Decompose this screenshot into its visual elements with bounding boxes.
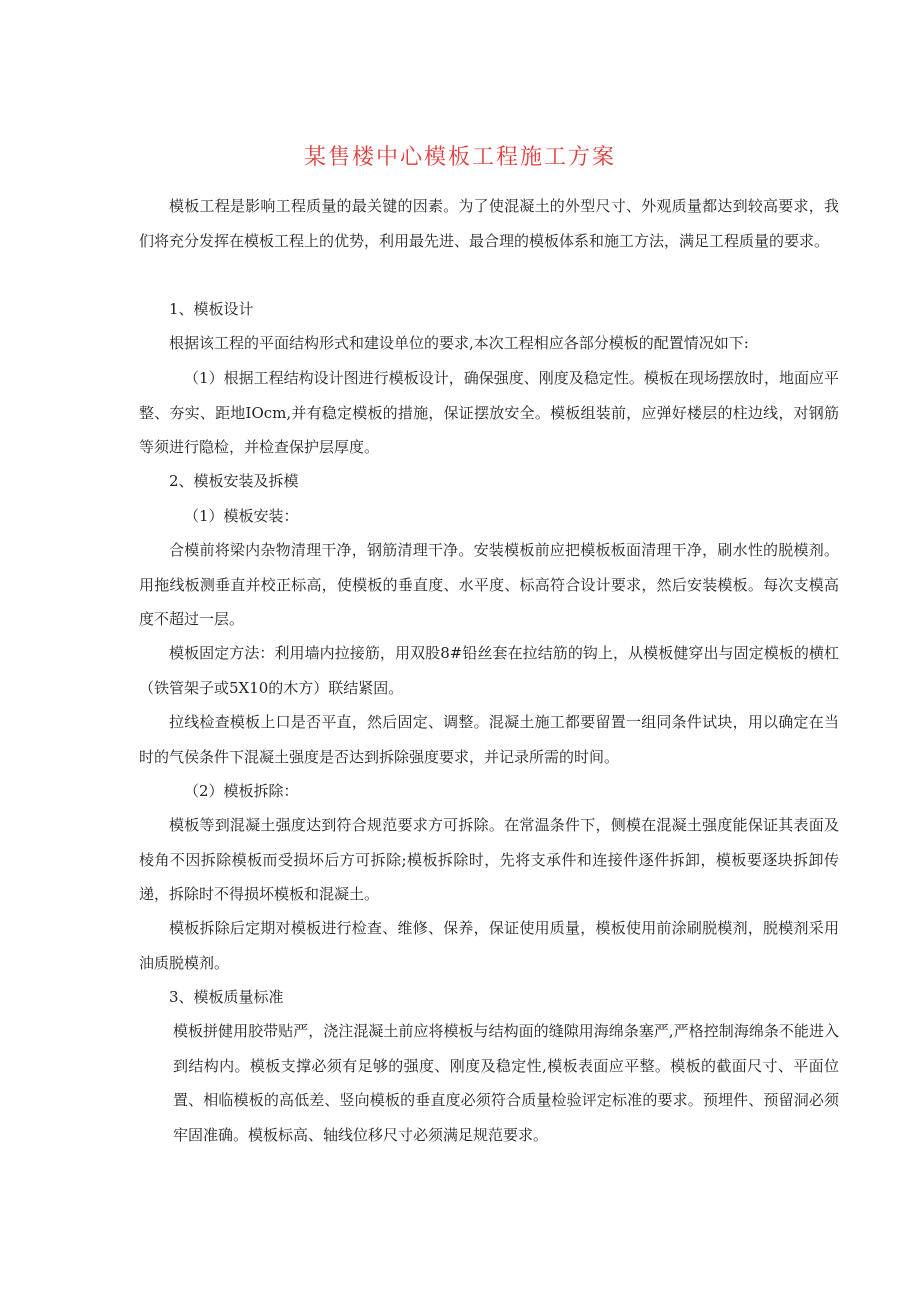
quality-standard-paragraph: 模板拼健用胶带贴严，浇注混凝土前应将模板与结构面的缝隙用海绵条塞严,严格控制海绵条不能进入到结构内。模板支撑必须有足够的强度、刚度及稳定性,模板表面应平整。模板的截面尺寸、平面位置、相临模板的高低差、竖向模板的垂直度必须符合质量检验评定标准的要求。预埋件、预留洞必须牢固准确。模板标高、轴线位移尺寸必须满足规范要求。	[173, 1022, 839, 1144]
section-heading-quality-standard: 3、模板质量标准	[169, 988, 284, 1006]
section-heading-template-design: 1、模板设计	[169, 300, 254, 318]
maintenance-paragraph: 模板拆除后定期对模板进行检查、维修、保养，保证使用质量，模板使用前涂刷脱模剂，脱模剂采用油质脱模剂。	[139, 919, 839, 972]
subheading-remove: （2）模板拆除：	[184, 782, 299, 800]
template-config-paragraph: 根据该工程的平面结构形式和建设单位的要求,本次工程相应各部分模板的配置情况如下:	[169, 334, 749, 352]
subheading-install: （1）模板安装：	[184, 507, 299, 525]
document-title: 某售楼中心模板工程施工方案	[303, 145, 616, 170]
fixing-method-paragraph: 模板固定方法：利用墙内拉接筋，用双股8#铅丝套在拉结筋的钩上，从模板健穿出与固定模板的横杠（铁管架子或5X10的木方）联结紧固。	[139, 644, 839, 697]
removal-conditions-paragraph: 模板等到混凝土强度达到符合规范要求方可拆除。在常温条件下，侧模在混凝土强度能保证其表面及棱角不因拆除模板而受损坏后方可拆除;模板拆除时，先将支承件和连接件逐件拆卸，模板要逐块拆卸传递，拆除时不得损坏模板和混凝土。	[139, 816, 839, 903]
section-heading-install-remove: 2、模板安装及拆模	[169, 472, 299, 490]
line-check-paragraph: 拉线检查模板上口是否平直，然后固定、调整。混凝土施工都要留置一组同条件试块，用以确定在当时的气侯条件下混凝土强度是否达到拆除强度要求，并记录所需的时间。	[139, 713, 839, 766]
intro-paragraph: 模板工程是影响工程质量的最关键的因素。为了使混凝土的外型尺寸、外观质量都达到较高要求，我们将充分发挥在模板工程上的优势，利用最先进、最合理的模板体系和施工方法，满足工程质量的要求。	[139, 197, 839, 250]
install-procedure-paragraph: 合模前将梁内杂物清理干净，钢筋清理干净。安装模板前应把模板板面清理干净，刷水性的脱模剂。用拖线板测垂直并校正标高，使模板的垂直度、水平度、标高符合设计要求，然后安装模板。每次支模高度不超过一层。	[139, 541, 839, 628]
design-item-1-paragraph: （1）根据工程结构设计图进行模板设计，确保强度、刚度及稳定性。模板在现场摆放时，地面应平整、夯实、距地IOcm,并有稳定模板的措施，保证摆放安全。模板组装前，应弹好楼层的柱边线，对钢筋等须进行隐检，并检查保护层厚度。	[139, 369, 839, 456]
